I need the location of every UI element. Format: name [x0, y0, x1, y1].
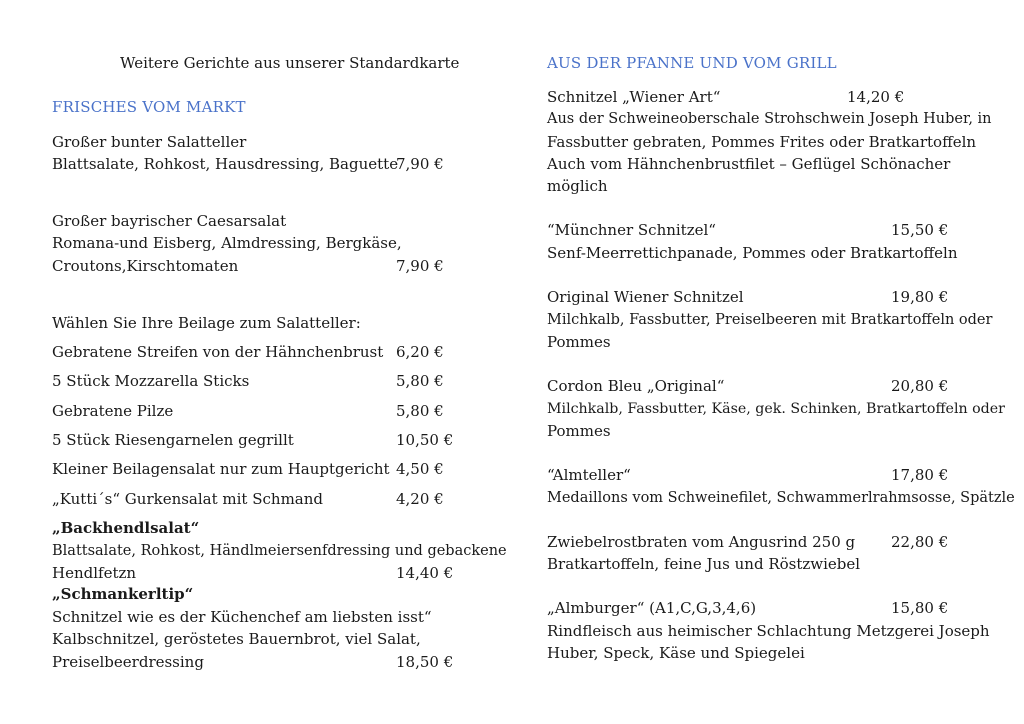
item-description: Pommes — [547, 333, 611, 351]
item-description: Rindfleisch aus heimischer Schlachtung Metzgerei Joseph — [547, 622, 990, 640]
item-price: 15,50 € — [891, 221, 949, 239]
item-description: Milchkalb, Fassbutter, Preiselbeeren mit Bratkartoffeln oder — [547, 312, 993, 328]
item-description: Blattsalate, Rohkost, Hausdressing, Baguette — [52, 155, 399, 173]
beilage-price: 6,20 € — [396, 343, 444, 361]
beilage-name: Gebratene Pilze — [52, 402, 174, 420]
item-price: 7,90 € — [396, 155, 444, 173]
beilage-heading: Wählen Sie Ihre Beilage zum Salatteller: — [52, 314, 361, 332]
item-title: “Münchner Schnitzel“ — [547, 221, 716, 239]
item-description: Pommes — [547, 422, 611, 440]
item-price: 7,90 € — [396, 257, 444, 275]
item-description: Schnitzel wie es der Küchenchef am liebsten isst“ — [52, 608, 432, 626]
item-title: Cordon Bleu „Original“ — [547, 377, 725, 395]
item-title: Großer bunter Salatteller — [52, 133, 247, 151]
item-price: 15,80 € — [891, 599, 949, 617]
item-description: Huber, Speck, Käse und Spiegelei — [547, 644, 805, 662]
beilage-name: Gebratene Streifen von der Hähnchenbrust — [52, 343, 384, 361]
section-heading-markt: FRISCHES VOM MARKT — [52, 98, 246, 116]
beilage-name: 5 Stück Mozzarella Sticks — [52, 372, 250, 390]
item-title: Großer bayrischer Caesarsalat — [52, 212, 287, 230]
beilage-price: 10,50 € — [396, 431, 454, 449]
item-title: Original Wiener Schnitzel — [547, 288, 744, 306]
item-description: Bratkartoffeln, feine Jus und Röstzwiebel — [547, 555, 861, 573]
item-description: Aus der Schweineoberschale Strohschwein Joseph Huber, in — [547, 111, 992, 127]
item-price: 18,50 € — [396, 653, 454, 671]
item-description: Romana-und Eisberg, Almdressing, Bergkäse, — [52, 234, 402, 252]
item-price: 14,20 € — [847, 88, 905, 106]
beilage-name: „Kutti´s“ Gurkensalat mit Schmand — [52, 490, 323, 508]
beilage-price: 5,80 € — [396, 372, 444, 390]
item-description: Croutons,Kirschtomaten — [52, 257, 239, 275]
item-title: „Backhendlsalat“ — [52, 519, 200, 537]
item-title: “Almteller“ — [547, 466, 631, 484]
item-description: möglich — [547, 177, 608, 195]
beilage-name: 5 Stück Riesengarnelen gegrillt — [52, 431, 294, 449]
item-description: Hendlfetzn — [52, 564, 137, 582]
item-price: 17,80 € — [891, 466, 949, 484]
item-description: Milchkalb, Fassbutter, Käse, gek. Schinken, Bratkartoffeln oder — [547, 401, 1005, 417]
item-title: Zwiebelrostbraten vom Angusrind 250 g — [547, 533, 856, 551]
item-price: 20,80 € — [891, 377, 949, 395]
item-price: 14,40 € — [396, 564, 454, 582]
beilage-price: 4,20 € — [396, 490, 444, 508]
item-description: Blattsalate, Rohkost, Händlmeiersenfdressing und gebackene — [52, 543, 507, 559]
item-description: Senf-Meerrettichpanade, Pommes oder Bratkartoffeln — [547, 244, 958, 262]
item-title: Schnitzel „Wiener Art“ — [547, 88, 721, 106]
item-description: Kalbschnitzel, geröstetes Bauernbrot, viel Salat, — [52, 630, 421, 648]
beilage-name: Kleiner Beilagensalat nur zum Hauptgericht — [52, 460, 390, 478]
item-description: Auch vom Hähnchenbrustfilet – Geflügel Schönacher — [547, 155, 951, 173]
page-subtitle: Weitere Gerichte aus unserer Standardkarte — [120, 54, 460, 72]
section-heading-grill: AUS DER PFANNE UND VOM GRILL — [547, 54, 837, 72]
item-description: Preiselbeerdressing — [52, 653, 204, 671]
item-price: 19,80 € — [891, 288, 949, 306]
beilage-price: 5,80 € — [396, 402, 444, 420]
beilage-price: 4,50 € — [396, 460, 444, 478]
item-title: „Schmankerltip“ — [52, 585, 194, 603]
item-price: 22,80 € — [891, 533, 949, 551]
item-description: Fassbutter gebraten, Pommes Frites oder Bratkartoffeln — [547, 133, 977, 151]
item-title: „Almburger“ (A1,C,G,3,4,6) — [547, 599, 757, 617]
item-description: Medaillons vom Schweinefilet, Schwammerlrahmsosse, Spätzle — [547, 490, 1015, 506]
